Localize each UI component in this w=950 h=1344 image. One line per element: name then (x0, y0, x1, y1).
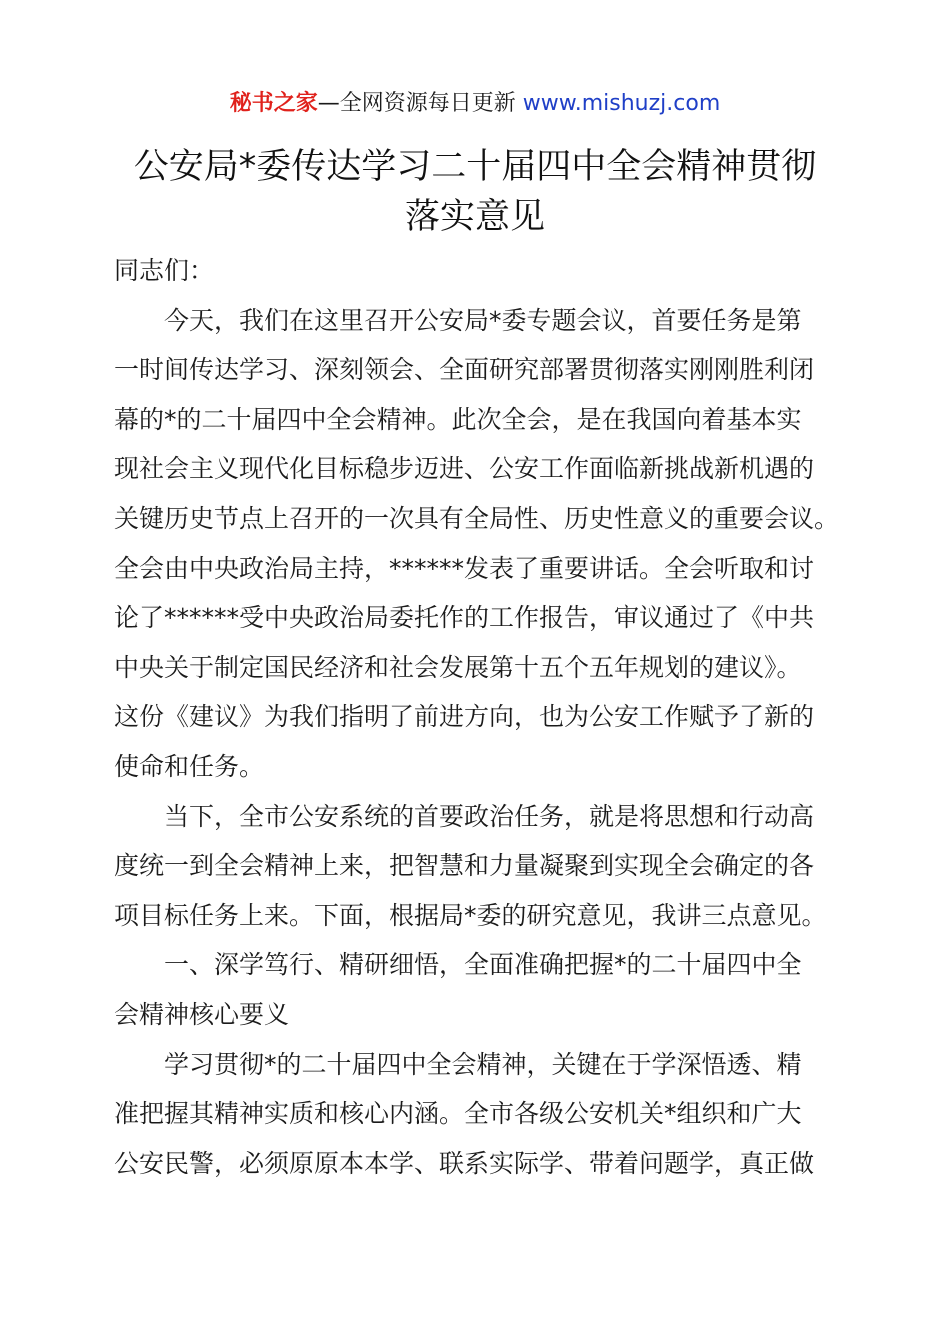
text-line: 项目标任务上来。下面，根据局*委的研究意见，我讲三点意见。 (114, 900, 827, 930)
text-line: 全会由中央政治局主持，******发表了重要讲话。全会听取和讨 (114, 553, 815, 583)
text-line: 现社会主义现代化目标稳步迈进、公安工作面临新挑战新机遇的 (114, 454, 815, 484)
text-line: 论了******受中央政治局委托作的工作报告，审议通过了《中共 (114, 603, 815, 633)
document-title (100, 142, 850, 242)
text-line: 学习贯彻*的二十届四中全会精神，关键在于学深悟透、精 (164, 1049, 802, 1079)
text-line: 幕的*的二十届四中全会精神。此次全会，是在我国向着基本实 (114, 404, 802, 434)
site-url-link[interactable]: www.mishuzj.com (522, 91, 721, 116)
text-line: 当下，全市公安系统的首要政治任务，就是将思想和行动高 (164, 801, 815, 831)
section-heading: 一、深学笃行、精研细悟，全面准确把握*的二十届四中全 (164, 950, 802, 980)
text-line: 一时间传达学习、深刻领会、全面研究部署贯彻落实刚刚胜利闭 (114, 355, 815, 385)
text-line: 准把握其精神实质和核心内涵。全市各级公安机关*组织和广大 (114, 1099, 802, 1129)
text-line: 度统一到全会精神上来，把智慧和力量凝聚到实现全会确定的各 (114, 851, 815, 881)
site-header (0, 88, 950, 120)
header-tagline: —全网资源每日更新 (317, 91, 523, 116)
section-heading: 会精神核心要义 (114, 999, 290, 1029)
text-line: 使命和任务。 (114, 751, 265, 781)
text-line: 今天，我们在这里召开公安局*委专题会议，首要任务是第 (164, 305, 802, 335)
title-line: 公安局*委传达学习二十届四中全会精神贯彻 (133, 147, 817, 187)
text-line: 公安民警，必须原原本本学、联系实际学、带着问题学，真正做 (114, 1148, 815, 1178)
salutation: 同志们： (114, 256, 215, 285)
document-body (114, 246, 844, 1188)
text-line: 这份《建议》为我们指明了前进方向，也为公安工作赋予了新的 (114, 702, 815, 732)
text-line: 中央关于制定国民经济和社会发展第十五个五年规划的建议》。 (114, 652, 802, 682)
text-line: 关键历史节点上召开的一次具有全局性、历史性意义的重要会议。 (114, 503, 840, 533)
brand-name: 秘书之家 (229, 91, 318, 116)
title-line: 落实意见 (404, 197, 545, 237)
